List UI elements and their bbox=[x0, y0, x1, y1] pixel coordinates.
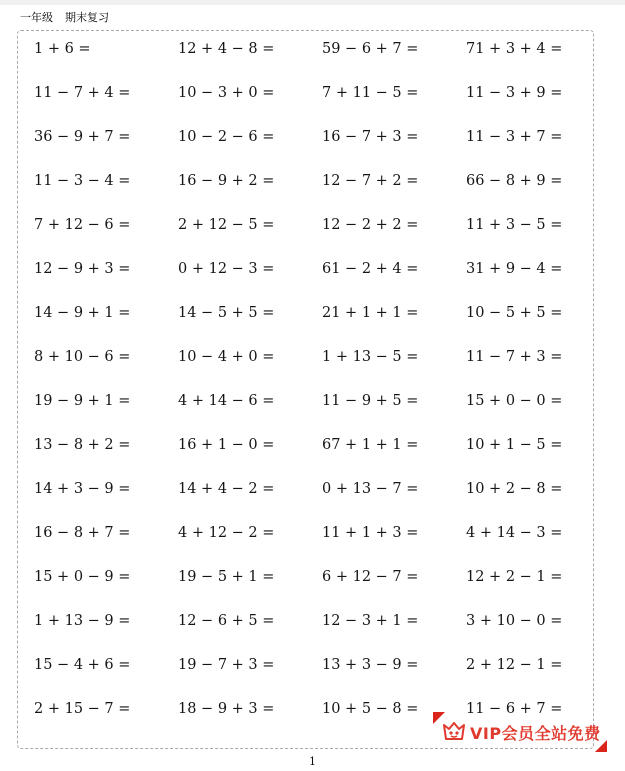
math-problem: 10 − 3 + 0 = bbox=[178, 85, 275, 101]
vip-watermark[interactable] bbox=[433, 712, 607, 752]
math-problem: 59 − 6 + 7 = bbox=[322, 41, 419, 57]
math-problem: 1 + 13 − 5 = bbox=[322, 349, 419, 365]
vip-crown-face-icon bbox=[441, 719, 467, 745]
math-problem: 0 + 12 − 3 = bbox=[178, 261, 275, 277]
math-problem: 10 + 5 − 8 = bbox=[322, 701, 419, 717]
math-problem: 14 − 9 + 1 = bbox=[34, 305, 131, 321]
math-problem: 11 − 3 + 9 = bbox=[466, 85, 563, 101]
math-problem: 15 + 0 − 0 = bbox=[466, 393, 563, 409]
math-problem: 14 + 4 − 2 = bbox=[178, 481, 275, 497]
math-problem: 10 − 5 + 5 = bbox=[466, 305, 563, 321]
math-problem: 4 + 14 − 6 = bbox=[178, 393, 275, 409]
math-problem: 1 + 6 = bbox=[34, 41, 91, 57]
math-problem: 11 − 6 + 7 = bbox=[466, 701, 563, 717]
watermark-text: VIP会员全站免费 bbox=[470, 724, 601, 743]
math-problem: 16 − 9 + 2 = bbox=[178, 173, 275, 189]
math-problem: 21 + 1 + 1 = bbox=[322, 305, 419, 321]
math-problem: 36 − 9 + 7 = bbox=[34, 129, 131, 145]
math-problem: 11 − 7 + 4 = bbox=[34, 85, 131, 101]
math-problem: 66 − 8 + 9 = bbox=[466, 173, 563, 189]
math-problem: 0 + 13 − 7 = bbox=[322, 481, 419, 497]
math-problem: 15 − 4 + 6 = bbox=[34, 657, 131, 673]
math-problem: 4 + 14 − 3 = bbox=[466, 525, 563, 541]
math-problem: 6 + 12 − 7 = bbox=[322, 569, 419, 585]
top-strip bbox=[0, 0, 625, 5]
math-problem: 12 + 2 − 1 = bbox=[466, 569, 563, 585]
math-problem: 11 − 7 + 3 = bbox=[466, 349, 563, 365]
math-problem: 10 − 2 − 6 = bbox=[178, 129, 275, 145]
problem-box bbox=[17, 30, 594, 749]
math-problem: 1 + 13 − 9 = bbox=[34, 613, 131, 629]
math-problem: 10 + 2 − 8 = bbox=[466, 481, 563, 497]
math-problem: 11 − 3 + 7 = bbox=[466, 129, 563, 145]
math-problem: 14 − 5 + 5 = bbox=[178, 305, 275, 321]
math-problem: 3 + 10 − 0 = bbox=[466, 613, 563, 629]
math-problem: 67 + 1 + 1 = bbox=[322, 437, 419, 453]
math-problem: 11 + 1 + 3 = bbox=[322, 525, 419, 541]
math-problem: 13 + 3 − 9 = bbox=[322, 657, 419, 673]
subject-label: 期末复习 bbox=[65, 11, 109, 24]
grade-label: 一年级 bbox=[20, 11, 53, 24]
math-problem: 12 − 9 + 3 = bbox=[34, 261, 131, 277]
math-problem: 19 − 9 + 1 = bbox=[34, 393, 131, 409]
math-problem: 11 + 3 − 5 = bbox=[466, 217, 563, 233]
math-problem: 10 − 4 + 0 = bbox=[178, 349, 275, 365]
math-problem: 8 + 10 − 6 = bbox=[34, 349, 131, 365]
math-problem: 61 − 2 + 4 = bbox=[322, 261, 419, 277]
page-number: 1 bbox=[309, 755, 316, 768]
math-problem: 16 − 7 + 3 = bbox=[322, 129, 419, 145]
math-problem: 13 − 8 + 2 = bbox=[34, 437, 131, 453]
math-problem: 71 + 3 + 4 = bbox=[466, 41, 563, 57]
math-problem: 7 + 12 − 6 = bbox=[34, 217, 131, 233]
problem-grid bbox=[34, 41, 610, 745]
math-problem: 15 + 0 − 9 = bbox=[34, 569, 131, 585]
math-problem: 31 + 9 − 4 = bbox=[466, 261, 563, 277]
math-problem: 4 + 12 − 2 = bbox=[178, 525, 275, 541]
math-problem: 11 − 3 − 4 = bbox=[34, 173, 131, 189]
math-problem: 12 − 7 + 2 = bbox=[322, 173, 419, 189]
math-problem: 16 − 8 + 7 = bbox=[34, 525, 131, 541]
math-problem: 19 − 5 + 1 = bbox=[178, 569, 275, 585]
math-problem: 10 + 1 − 5 = bbox=[466, 437, 563, 453]
math-problem: 19 − 7 + 3 = bbox=[178, 657, 275, 673]
math-problem: 12 + 4 − 8 = bbox=[178, 41, 275, 57]
math-problem: 2 + 15 − 7 = bbox=[34, 701, 131, 717]
math-problem: 12 − 3 + 1 = bbox=[322, 613, 419, 629]
math-problem: 12 − 6 + 5 = bbox=[178, 613, 275, 629]
math-problem: 7 + 11 − 5 = bbox=[322, 85, 419, 101]
math-problem: 14 + 3 − 9 = bbox=[34, 481, 131, 497]
worksheet-header bbox=[20, 9, 109, 25]
math-problem: 16 + 1 − 0 = bbox=[178, 437, 275, 453]
math-problem: 2 + 12 − 1 = bbox=[466, 657, 563, 673]
math-problem: 12 − 2 + 2 = bbox=[322, 217, 419, 233]
math-problem: 11 − 9 + 5 = bbox=[322, 393, 419, 409]
math-problem: 2 + 12 − 5 = bbox=[178, 217, 275, 233]
math-problem: 18 − 9 + 3 = bbox=[178, 701, 275, 717]
